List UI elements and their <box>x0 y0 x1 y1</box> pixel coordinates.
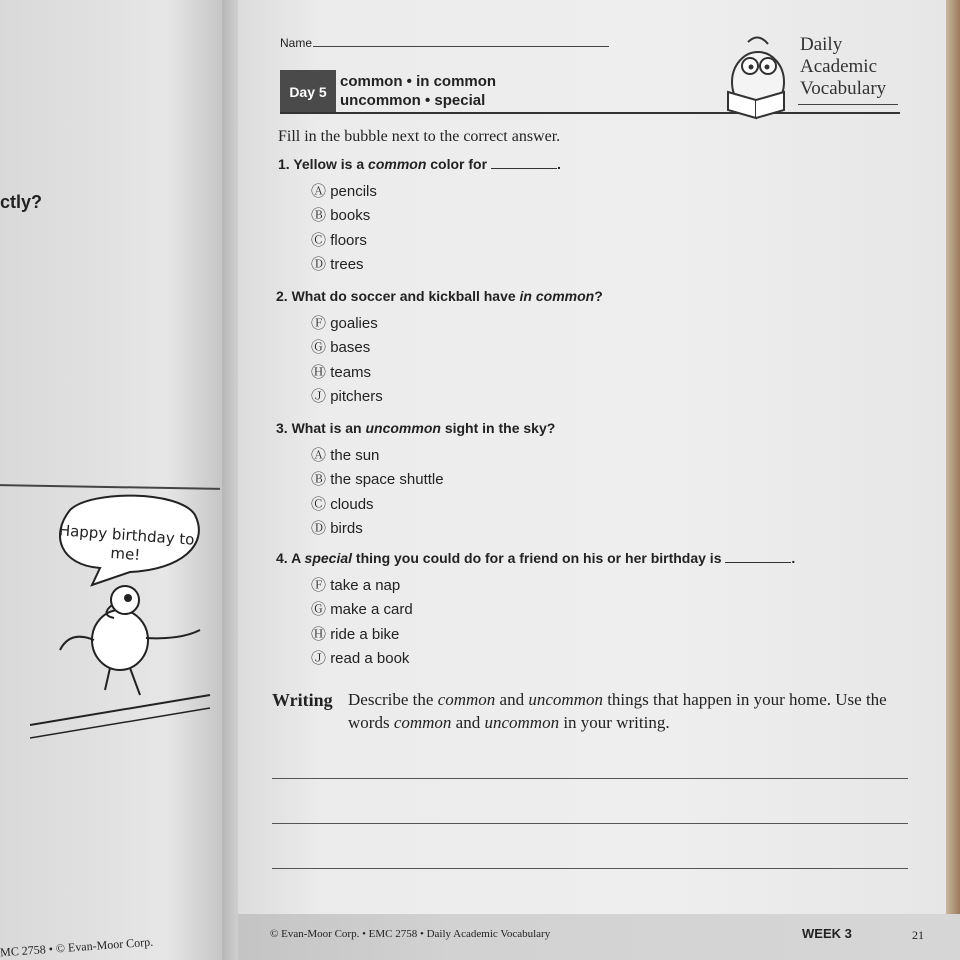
writing-line[interactable] <box>272 868 908 869</box>
answer-option[interactable] <box>311 493 374 514</box>
answer-bubble-icon[interactable]: Ⓓ <box>311 255 327 273</box>
writing-line[interactable] <box>272 823 908 824</box>
question-number: 4. <box>276 550 288 566</box>
answer-blank <box>725 552 791 563</box>
answer-bubble-icon[interactable]: Ⓙ <box>311 649 327 667</box>
answer-bubble-icon[interactable]: Ⓒ <box>311 495 327 513</box>
answer-option[interactable] <box>311 336 370 357</box>
question-text: sight in the sky? <box>440 420 556 436</box>
answer-bubble-icon[interactable]: Ⓐ <box>311 447 327 464</box>
answer-bubble-icon[interactable]: Ⓑ <box>311 207 327 225</box>
answer-option[interactable] <box>311 647 409 668</box>
answer-option[interactable] <box>311 598 413 619</box>
question-number: 2. <box>276 288 288 304</box>
answer-text: pitchers <box>330 387 383 405</box>
answer-text: teams <box>330 363 372 381</box>
question-emphasis: special <box>304 550 353 566</box>
answer-bubble-icon[interactable]: Ⓗ <box>311 363 327 381</box>
left-page <box>0 0 238 960</box>
speech-bubble-text: Happy birthday to me! <box>58 521 196 564</box>
answer-text: goalies <box>330 315 378 332</box>
name-label: Name <box>280 36 313 50</box>
question-2 <box>276 288 603 304</box>
question-text: thing you could do for a friend on his or her birthday is <box>352 550 722 566</box>
writing-line[interactable] <box>272 778 908 779</box>
name-line[interactable] <box>313 46 609 47</box>
answer-option[interactable] <box>311 253 364 274</box>
answer-text: trees <box>330 255 364 273</box>
answer-text: ride a bike <box>330 625 400 643</box>
question-1: 1. Yellow is a common color for . <box>278 156 561 172</box>
header-rule <box>280 112 900 114</box>
question-number: 1. <box>278 156 290 172</box>
question-emphasis: common <box>368 156 427 172</box>
answer-option[interactable] <box>311 204 370 225</box>
owl-reading-icon <box>708 30 800 120</box>
brand-line1: Daily <box>800 34 843 55</box>
answer-bubble-icon[interactable]: Ⓓ <box>311 519 327 537</box>
desk-edge <box>946 0 960 960</box>
instructions: Fill in the bubble next to the correct answer. <box>278 128 561 145</box>
answer-option[interactable] <box>311 312 378 333</box>
answer-option[interactable] <box>311 517 363 538</box>
answer-text: birds <box>330 519 363 537</box>
brand-underline <box>798 104 898 105</box>
question-text: ? <box>594 288 603 304</box>
answer-text: the space shuttle <box>330 471 444 489</box>
answer-text: pencils <box>330 183 377 200</box>
answer-option[interactable] <box>311 444 379 465</box>
answer-text: read a book <box>330 649 410 667</box>
answer-bubble-icon[interactable]: Ⓕ <box>311 315 327 332</box>
answer-bubble-icon[interactable]: Ⓕ <box>311 577 327 594</box>
week-label: WEEK 3 <box>802 926 852 941</box>
answer-bubble-icon[interactable]: Ⓑ <box>311 471 327 489</box>
writing-prompt: Describe the common and uncommon things that happen in your home. Use the words common and uncommon in your writing. <box>348 690 887 732</box>
answer-bubble-icon[interactable]: Ⓐ <box>311 183 327 200</box>
answer-text: make a card <box>330 601 413 619</box>
left-page-footer: MC 2758 • © Evan-Moor Corp. <box>0 934 154 960</box>
answer-text: take a nap <box>330 577 401 594</box>
answer-text: books <box>330 207 371 225</box>
copyright: © Evan-Moor Corp. • EMC 2758 • Daily Academic Vocabulary <box>270 928 551 940</box>
question-text: color for <box>426 156 488 172</box>
answer-option[interactable] <box>311 361 371 382</box>
answer-option[interactable] <box>311 385 383 406</box>
answer-bubble-icon[interactable]: Ⓗ <box>311 625 327 643</box>
question-4: 4. A special thing you could do for a friend on his or her birthday is . <box>276 550 796 566</box>
answer-text: the sun <box>330 447 380 464</box>
answer-option[interactable] <box>311 468 444 489</box>
answer-option[interactable] <box>311 180 377 201</box>
answer-text: bases <box>330 339 371 357</box>
day-badge: Day 5 <box>280 70 336 114</box>
vocabulary-words-line1: common • in common <box>340 73 497 90</box>
question-text: Yellow is a <box>293 156 369 172</box>
question-emphasis: in common <box>519 288 595 304</box>
answer-text: clouds <box>330 495 374 513</box>
brand-line3: Vocabulary <box>800 78 887 99</box>
brand-title <box>800 34 886 100</box>
answer-option[interactable] <box>311 229 367 250</box>
answer-bubble-icon[interactable]: Ⓙ <box>311 387 327 405</box>
answer-bubble-icon[interactable]: Ⓒ <box>311 231 327 249</box>
answer-blank <box>491 158 557 169</box>
brand-line2: Academic <box>800 56 878 77</box>
vocabulary-words <box>340 72 496 110</box>
answer-bubble-icon[interactable]: Ⓖ <box>311 339 327 357</box>
question-emphasis: uncommon <box>365 420 441 436</box>
question-text: A <box>291 550 305 566</box>
partial-question-text: ctly? <box>0 192 43 212</box>
writing-label: Writing <box>272 690 333 710</box>
answer-bubble-icon[interactable]: Ⓖ <box>311 601 327 619</box>
question-text: What is an <box>291 420 366 436</box>
answer-option[interactable] <box>311 623 399 644</box>
answer-text: floors <box>330 231 367 249</box>
question-number: 3. <box>276 420 288 436</box>
answer-option[interactable] <box>311 574 400 595</box>
question-text: What do soccer and kickball have <box>291 288 520 304</box>
page-number: 21 <box>912 928 924 942</box>
vocabulary-words-line2: uncommon • special <box>340 92 486 109</box>
question-3 <box>276 420 555 436</box>
